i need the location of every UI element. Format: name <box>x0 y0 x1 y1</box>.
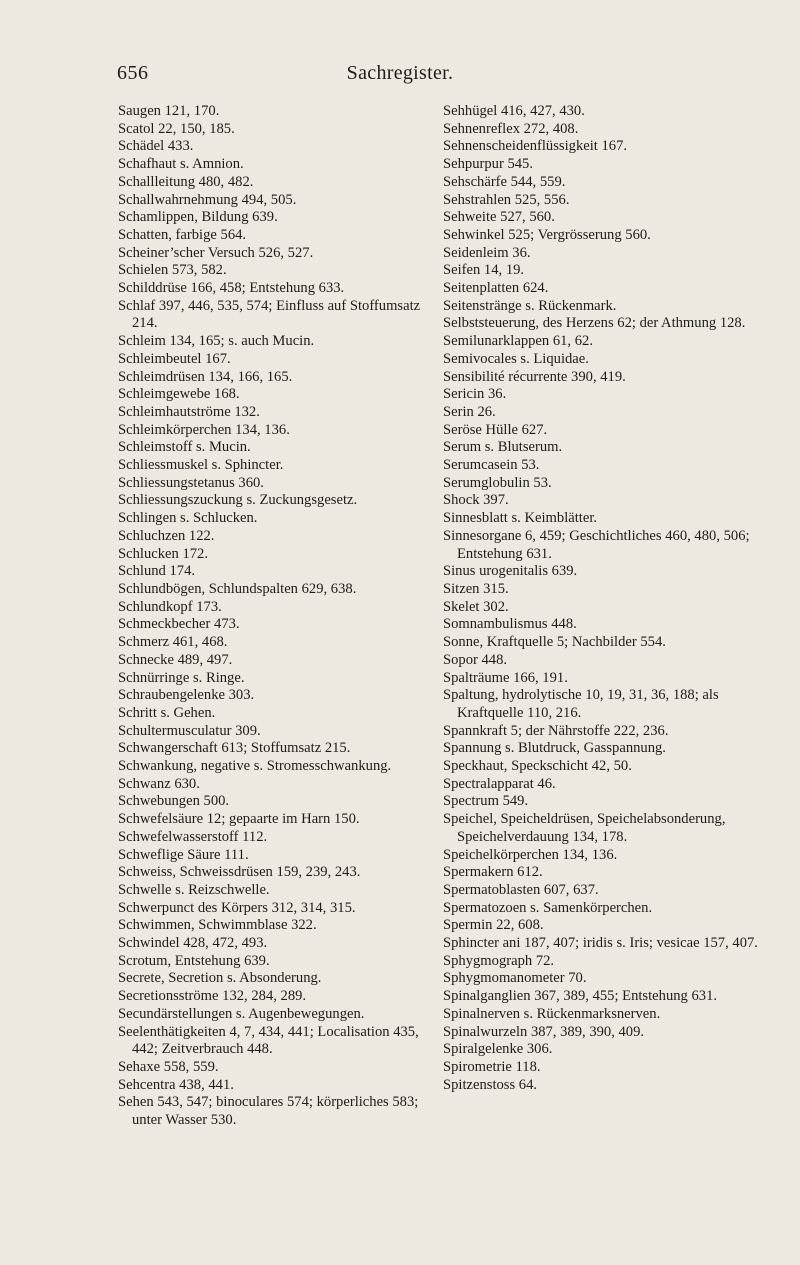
index-entry: Spermatoblasten 607, 637. <box>443 881 599 898</box>
index-entry: Spinalganglien 367, 389, 455; Entstehung 631. <box>443 988 718 1005</box>
index-entry: Schlundkopf 173. <box>118 598 222 615</box>
index-entry: Serum s. Blutserum. <box>443 439 563 456</box>
index-entry: Spermatozoen s. Samenkörperchen. <box>443 899 653 916</box>
index-entry: Schlucken 172. <box>118 545 208 562</box>
index-entry: Spinalwurzeln 387, 389, 390, 409. <box>443 1023 645 1040</box>
index-entry: Sensibilité récurrente 390, 419. <box>443 368 626 385</box>
index-entry: Seifen 14, 19. <box>443 262 525 279</box>
index-entry: Schleimbeutel 167. <box>118 350 231 367</box>
index-entry: Sehcentra 438, 441. <box>118 1076 234 1093</box>
index-entry: Spalträume 166, 191. <box>443 669 568 686</box>
index-entry: Sinnesorgane 6, 459; Geschichtliches 460, 480, 506; Entstehung 631. <box>443 527 750 562</box>
index-entry: Secrete, Secretion s. Absonderung. <box>118 970 322 987</box>
index-entry: Sehweite 527, 560. <box>443 209 555 226</box>
index-entry: Sehwinkel 525; Vergrösserung 560. <box>443 226 651 243</box>
index-entry: Serin 26. <box>443 403 496 420</box>
index-entry: Speckhaut, Speckschicht 42, 50. <box>443 758 632 775</box>
index-entry: Schliessmuskel s. Sphincter. <box>118 457 284 474</box>
index-entry: Schlaf 397, 446, 535, 574; Einfluss auf Stoffumsatz 214. <box>118 297 421 332</box>
index-column-right <box>443 103 761 1094</box>
index-entry: Schnürringe s. Ringe. <box>118 669 245 686</box>
index-entry: Scrotum, Entstehung 639. <box>118 952 270 969</box>
index-entry: Seelenthätigkeiten 4, 7, 434, 441; Localisation 435, 442; Zeitverbrauch 448. <box>118 1023 419 1058</box>
index-entry: Schmerz 461, 468. <box>118 634 228 651</box>
index-entry: Spermakern 612. <box>443 864 543 881</box>
index-column-left <box>118 103 434 1130</box>
index-entry: Serumglobulin 53. <box>443 474 552 491</box>
index-entry: Spinalnerven s. Rückenmarksnerven. <box>443 1005 661 1022</box>
index-entry: Schwanz 630. <box>118 775 200 792</box>
index-entry: Sehaxe 558, 559. <box>118 1058 219 1075</box>
index-entry: Semilunarklappen 61, 62. <box>443 333 593 350</box>
index-entry: Spaltung, hydrolytische 10, 19, 31, 36, 188; als Kraftquelle 110, 216. <box>443 687 719 721</box>
page-number: 656 <box>117 62 149 84</box>
index-entry: Schleimhautströme 132. <box>118 403 260 420</box>
index-entry: Sonne, Kraftquelle 5; Nachbilder 554. <box>443 634 666 651</box>
index-entry: Schallwahrnehmung 494, 505. <box>118 191 297 208</box>
index-entry: Schamlippen, Bildung 639. <box>118 209 278 226</box>
index-entry: Spannkraft 5; der Nährstoffe 222, 236. <box>443 722 669 739</box>
index-entry: Selbststeuerung, des Herzens 62; der Athmung 128. <box>443 315 746 332</box>
index-entry: Secretionsströme 132, 284, 289. <box>118 988 307 1005</box>
index-entry: Sphygmomanometer 70. <box>443 970 587 987</box>
index-entry: Schleim 134, 165; s. auch Mucin. <box>118 333 315 350</box>
index-entry: Scheiner’scher Versuch 526, 527. <box>118 244 314 261</box>
index-entry: Schlingen s. Schlucken. <box>118 510 258 527</box>
index-entry: Schwelle s. Reizschwelle. <box>118 881 270 898</box>
index-entry: Scatol 22, 150, 185. <box>118 120 235 137</box>
index-entry: Schleimgewebe 168. <box>118 386 240 403</box>
index-entry: Semivocales s. Liquidae. <box>443 350 589 367</box>
index-entry: Spirometrie 118. <box>443 1058 541 1075</box>
index-entry: Spermin 22, 608. <box>443 917 544 934</box>
index-entry: Sehstrahlen 525, 556. <box>443 191 570 208</box>
index-entry: Schultermusculatur 309. <box>118 722 261 739</box>
index-entry: Schleimstoff s. Mucin. <box>118 439 251 456</box>
index-entry: Seitenstränge s. Rückenmark. <box>443 297 617 314</box>
index-entry: Skelet 302. <box>443 598 509 615</box>
index-entry: Seidenleim 36. <box>443 244 531 261</box>
index-entry: Schädel 433. <box>118 138 194 155</box>
index-entry: Schnecke 489, 497. <box>118 651 233 668</box>
index-entry: Schwankung, negative s. Stromesschwankung. <box>118 758 392 775</box>
index-entry: Schallleitung 480, 482. <box>118 173 254 190</box>
index-entry: Schwefelsäure 12; gepaarte im Harn 150. <box>118 811 360 828</box>
index-entry: Schluchzen 122. <box>118 527 215 544</box>
index-entry: Schwefelwasserstoff 112. <box>118 828 268 845</box>
index-entry: Spectralapparat 46. <box>443 775 556 792</box>
running-title: Sachregister. <box>346 62 454 84</box>
index-entry: Schraubengelenke 303. <box>118 687 255 704</box>
index-entry: Schwangerschaft 613; Stoffumsatz 215. <box>118 740 351 757</box>
index-entry: Schwebungen 500. <box>118 793 230 810</box>
index-entry: Schwimmen, Schwimmblase 322. <box>118 917 317 934</box>
index-entry: Sehpurpur 545. <box>443 156 533 173</box>
index-entry: Spannung s. Blutdruck, Gasspannung. <box>443 740 666 757</box>
index-entry: Schafhaut s. Amnion. <box>118 156 244 173</box>
index-entry: Sinus urogenitalis 639. <box>443 563 578 580</box>
index-entry: Secundärstellungen s. Augenbewegungen. <box>118 1005 365 1022</box>
index-entry: Schielen 573, 582. <box>118 262 227 279</box>
index-entry: Sphincter ani 187, 407; iridis s. Iris; vesicae 157, 407. <box>443 935 758 952</box>
index-entry: Spitzenstoss 64. <box>443 1076 538 1093</box>
index-entry: Sopor 448. <box>443 651 508 668</box>
index-entry: Schliessungszuckung s. Zuckungsgesetz. <box>118 492 358 509</box>
index-entry: Serumcasein 53. <box>443 457 540 474</box>
index-entry: Sinnesblatt s. Keimblätter. <box>443 510 598 527</box>
index-entry: Sitzen 315. <box>443 580 509 597</box>
index-entry: Sehhügel 416, 427, 430. <box>443 103 585 119</box>
index-entry: Sehen 543, 547; binoculares 574; körperliches 583; unter Wasser 530. <box>118 1094 419 1129</box>
index-entry: Schweiss, Schweissdrüsen 159, 239, 243. <box>118 864 361 881</box>
index-entry: Schweflige Säure 111. <box>118 846 249 863</box>
index-entry: Sehschärfe 544, 559. <box>443 173 566 190</box>
index-entry: Seröse Hülle 627. <box>443 421 548 438</box>
index-entry: Schleimkörperchen 134, 136. <box>118 421 290 438</box>
index-entry: Schlund 174. <box>118 563 196 580</box>
index-entry: Schmeckbecher 473. <box>118 616 240 633</box>
index-entry: Spectrum 549. <box>443 793 529 810</box>
index-entry: Somnambulismus 448. <box>443 616 577 633</box>
index-entry: Schritt s. Gehen. <box>118 704 216 721</box>
index-entry: Schleimdrüsen 134, 166, 165. <box>118 368 293 385</box>
index-entry: Saugen 121, 170. <box>118 103 220 119</box>
index-entry: Schliessungstetanus 360. <box>118 474 264 491</box>
index-entry: Schilddrüse 166, 458; Entstehung 633. <box>118 280 345 297</box>
index-entry: Shock 397. <box>443 492 509 509</box>
index-entry: Sehnenreflex 272, 408. <box>443 120 579 137</box>
index-entry: Speichelkörperchen 134, 136. <box>443 846 618 863</box>
index-entry: Sphygmograph 72. <box>443 952 555 969</box>
index-entry: Schwerpunct des Körpers 312, 314, 315. <box>118 899 356 916</box>
index-entry: Schlundbögen, Schlundspalten 629, 638. <box>118 580 357 597</box>
index-entry: Spiralgelenke 306. <box>443 1041 553 1058</box>
index-entry: Seitenplatten 624. <box>443 280 549 297</box>
index-entry: Speichel, Speicheldrüsen, Speichelabsonderung, Speichelverdauung 134, 178. <box>443 811 726 845</box>
index-entry: Schatten, farbige 564. <box>118 226 247 243</box>
index-entry: Sehnenscheidenflüssigkeit 167. <box>443 138 628 155</box>
index-entry: Schwindel 428, 472, 493. <box>118 935 268 952</box>
index-entry: Sericin 36. <box>443 386 507 403</box>
